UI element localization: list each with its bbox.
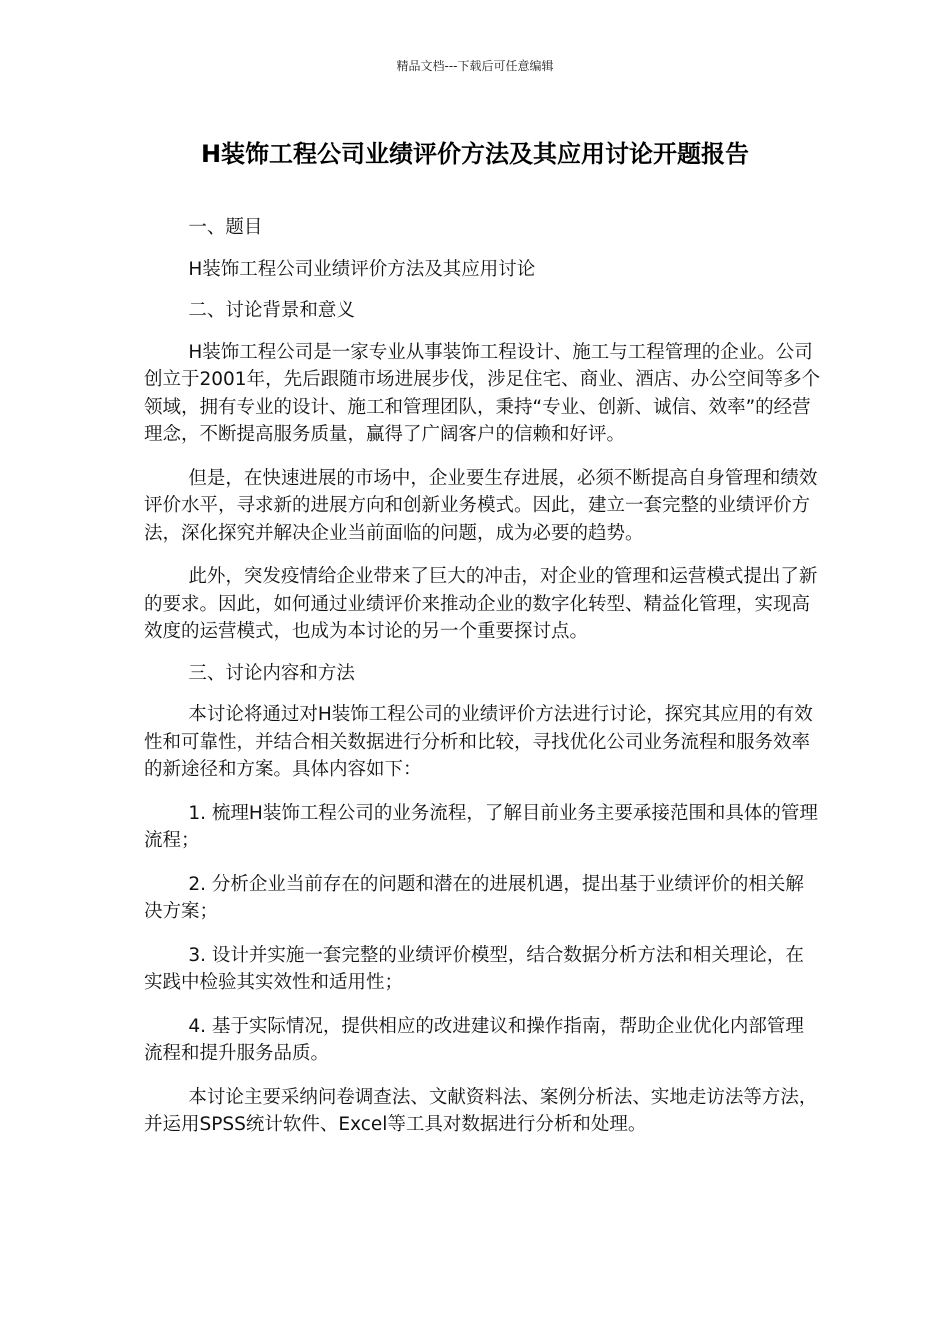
- section-2-paragraph-1: H装饰工程公司是一家专业从事装饰工程设计、施工与工程管理的企业。公司创立于2001年，先后跟随市场进展步伐，涉足住宅、商业、酒店、办公空间等多个领域，拥有专业的设计、施工和管理团队，秉持“专业、创新、诚信、效率”的经营理念，不断提高服务质量，赢得了广阔客户的信赖和好评。: [144, 341, 821, 445]
- section-3-paragraph-1: 本讨论将通过对H装饰工程公司的业绩评价方法进行讨论，探究其应用的有效性和可靠性，并结合相关数据进行分析和比较，寻找优化公司业务流程和服务效率的新途径和方案。具体内容如下：: [144, 704, 813, 780]
- document-title: H装饰工程公司业绩评价方法及其应用讨论开题报告: [200, 140, 750, 168]
- list-item: 1. 梳理H装饰工程公司的业务流程，了解目前业务主要承接范围和具体的管理流程；: [144, 802, 818, 851]
- section-3-paragraph-2: 本讨论主要采纳问卷调查法、文献资料法、案例分析法、实地走访法等方法，并运用SPSS统计软件、Excel等工具对数据进行分析和处理。: [144, 1086, 818, 1135]
- section-3-heading: 三、讨论内容和方法: [188, 662, 355, 684]
- section-1-text: H装饰工程公司业绩评价方法及其应用讨论: [188, 258, 536, 280]
- list-item: 2. 分析企业当前存在的问题和潜在的进展机遇，提出基于业绩评价的相关解决方案；: [144, 873, 804, 922]
- list-item: 3. 设计并实施一套完整的业绩评价模型，结合数据分析方法和相关理论，在实践中检验其实效性和适用性；: [144, 944, 804, 993]
- section-1-heading: 一、题目: [188, 217, 263, 238]
- section-2-paragraph-3: 此外，突发疫情给企业带来了巨大的冲击，对企业的管理和运营模式提出了新的要求。因此，如何通过业绩评价来推动企业的数字化转型、精益化管理，实现高效度的运营模式，也成为本讨论的另一个重要探讨点。: [144, 566, 818, 642]
- section-2-paragraph-2: 但是，在快速进展的市场中，企业要生存进展，必须不断提高自身管理和绩效评价水平，寻求新的进展方向和创新业务模式。因此，建立一套完整的业绩评价方法，深化探究并解决企业当前面临的问题，成为必要的趋势。: [144, 467, 818, 544]
- section-2-heading: 二、讨论背景和意义: [188, 300, 355, 321]
- document-body: [144, 214, 822, 1139]
- list-item: 4. 基于实际情况，提供相应的改进建议和操作指南，帮助企业优化内部管理流程和提升服务品质。: [144, 1015, 804, 1064]
- header-note: 精品文档---下载后可任意编辑: [396, 59, 554, 73]
